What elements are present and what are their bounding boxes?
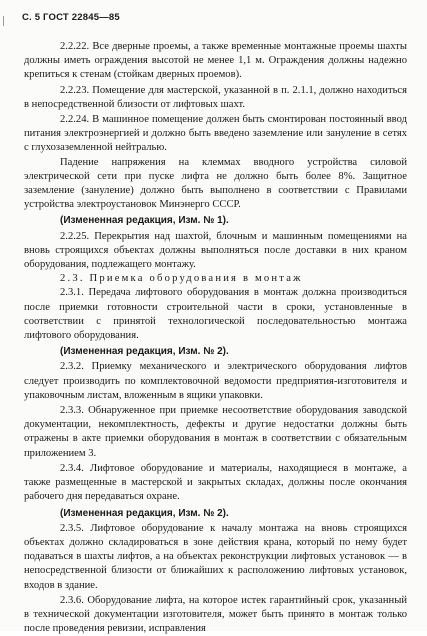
margin-mark [3, 16, 4, 26]
paragraph-2-2-22: 2.2.22. Все дверные проемы, а также временные монтажные проемы шахты должны иметь ограждения высотой не менее 1,1 м. Ограждения должны надежно крепиться к стенам (стойкам дверных проемов). [24, 41, 407, 81]
paragraph-2-3-3: 2.3.3. Обнаруженное при приемке несоответствие оборудования заводской документации, некомплектность, дефекты и другие недостатки должны быть отражены в акте приемки оборудования в монтаж в соответствии с обязательным приложением 3. [24, 405, 407, 459]
paragraph-voltage-drop: Падение напряжения на клеммах вводного устройства силовой электрической сети при пуске лифта не должно быть более 8%. Защитное заземление (зануление) должно быть выполнено в соответствии с Правилами устройства электроустановок Минэнерго СССР. [24, 156, 407, 211]
paragraph-2-3-5: 2.3.5. Лифтовое оборудование к началу монтажа на вновь строящихся объектах должно складироваться в зоне действия крана, который по нему будет подаваться в шахты лифтов, а на объектах реконструкции лифтовых установок — в непосредственной близости от ближайших к расположению лифтовых установок, входов в здание. [24, 522, 407, 591]
paragraph-2-2-24: 2.2.24. В машинное помещение должен быть смонтирован постоянный ввод питания электроэнергией и должно быть введено заземление или зануление в сетях с глухозаземленной нейтралью. [24, 114, 407, 154]
paragraph-2-3-6: 2.3.6. Оборудование лифта, на которое истек гарантийный срок, указанный в технической документации изготовителя, может быть принято в монтаж только после проведения ревизии, исправления [24, 594, 407, 635]
amendment-note-2a: (Измененная редакция, Изм. № 2). [60, 346, 229, 358]
paragraph-2-3-4: 2.3.4. Лифтовое оборудование и материалы, находящиеся в монтаже, а также размещенные в мастерской и закрытых складах, должны после окончания рабочего дня передаваться охране. [24, 462, 407, 503]
page-header: С. 5 ГОСТ 22845—85 [22, 12, 120, 23]
amendment-note-1: (Измененная редакция, Изм. № 1). [60, 215, 229, 227]
paragraph-2-3-1: 2.3.1. Передача лифтового оборудования в монтаж должна производиться после приемки готовности строительной части в сроки, установленные в соответствии с принятой технологической последовательностью монтажа лифтового оборудования. [24, 287, 407, 342]
document-body [24, 40, 407, 636]
paragraph-2-3-2: 2.3.2. Приемку механического и электрического оборудования лифтов следует производить по комплектовочной ведомости предприятия-изготовителя и упаковочным листам, вложенным в ящики упаковки. [24, 361, 407, 401]
amendment-note-2b: (Измененная редакция, Изм. № 2). [60, 507, 229, 519]
paragraph-2-2-25: 2.2.25. Перекрытия над шахтой, блочным и машинным помещениями на вновь строящихся объектах должны выполняться после доставки в них краном оборудования, подлежащего монтажу. [24, 230, 407, 271]
paragraph-2-2-23: 2.2.23. Помещение для мастерской, указанной в п. 2.1.1, должно находиться в непосредственной близости от лифтовых шахт. [24, 84, 407, 110]
section-heading-2-3: 2.3. Приемка оборудования в монтаж [60, 273, 303, 285]
